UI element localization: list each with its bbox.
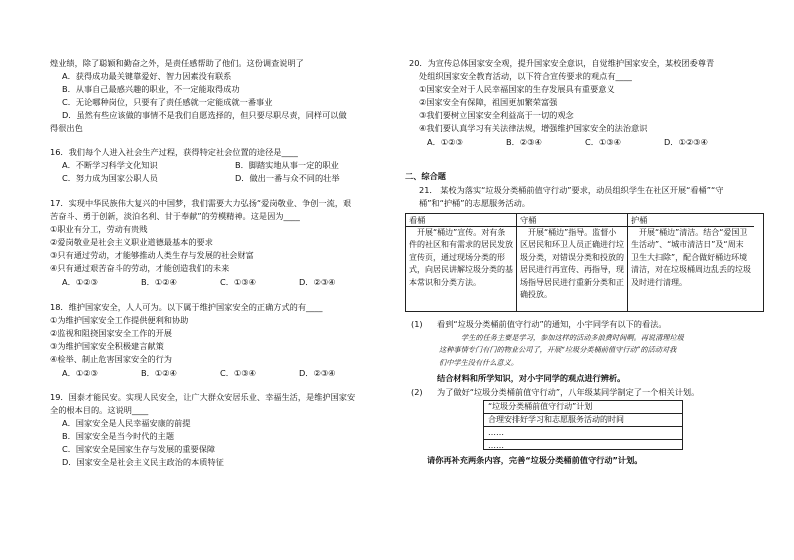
q20-item-1: ①国家安全对于人民幸福国家的生存发展具有重要意义 [419,84,615,94]
q17-option-c: C．①③④ [220,277,256,287]
q19-stem-1: 19．国泰才能民安。实现人民安全，让广大群众安居乐业、幸福生活，是维护国家安 [50,392,356,402]
q20-option-d: D．①②③④ [664,137,708,147]
q17-option-b: B．①②④ [141,277,177,287]
plan-item-3: …… [488,441,504,450]
q20-item-2: ②国家安全有保障，祖国更加繁荣富强 [419,97,558,107]
q16-stem: 16．我们每个人进入社会生产过程，获得特定社会位置的途径是____ [50,147,298,157]
table-head-watch: 看桶 [406,214,516,227]
q20-item-3: ③我们要树立国家安全利益高于一切的观念 [419,110,574,120]
part1-text: 看到“垃圾分类桶前值守行动”的通知，小宇同学有以下的看法。 [437,319,667,329]
q18-item-4: ④检举、制止危害国家安全的行为 [50,354,172,364]
q18-item-1: ①为维护国家安全工作提供便利和协助 [50,315,189,325]
q18-item-3: ③为维护国家安全积极建言献策 [50,341,164,351]
plan-title: “垃圾分类桶前值守行动”计划 [484,401,682,414]
part2-label: (2) [411,387,423,397]
q15-stem-tail: 煌业绩，除了聪颖和勤奋之外，是责任感帮助了他们。这份调查说明了 [50,58,304,68]
table-cell-guard: 开展“桶边”指导。监督小区居民和环卫人员正确进行垃圾分类，对错误分类和投放的居民进行再宣传、再指导，现场指导居民进行重新分类和正确投放。 [520,228,624,300]
plan-item-1: 合理安排好学习和志愿服务活动的时间 [484,414,682,427]
plan-item-2: …… [484,427,682,440]
table-cell-protect: 开展“桶边”清洁。结合“爱国卫生活动”、“城市清洁日”及“周末卫生大扫除”，配合做好桶边环境清洁，对在垃圾桶周边乱丢的垃圾及时进行清理。 [631,228,751,287]
table-column-watch [406,214,517,311]
q20-stem-1: 20．为宣传总体国家安全观，提升国家安全意识，自觉维护国家安全，某校团委尊青 [409,58,715,68]
q20-option-c: C．①③④ [585,137,621,147]
q18-option-d: D．②③④ [299,368,336,378]
activity-table [405,213,764,312]
q20-stem-2: 处组织国家安全教育活动，以下符合宣传要求的观点有____ [419,71,632,81]
table-column-guard [517,214,628,311]
q19-option-c: C．国家安全是国家生存与发展的重要保障 [62,444,216,454]
q18-option-a: A．①②③ [62,368,98,378]
q17-option-a: A．①②③ [62,277,98,287]
q15-option-c: C．无论哪种岗位，只要有了责任感就一定能成就一番事业 [62,97,273,107]
q18-option-b: B．①②④ [141,368,177,378]
q19-option-d: D．国家安全是社会主义民主政治的本质特征 [62,457,224,467]
q21-stem-2: 桶”和“护桶”的志愿服务活动。 [419,198,530,208]
q20-options [427,136,743,149]
part1-label: (1) [411,319,423,329]
student-view-1: 学生的任务主要是学习，参加这样的活动多浪费时间啊。再说清理垃圾 [461,333,684,342]
q20-option-b: B．②③④ [506,137,542,147]
q16-option-b: B．脚踏实地从事一定的职业 [235,160,339,170]
student-view-2: 这种事情专门有门的物业公司了，开展“垃圾分类桶前值守行动”的活动对我 [439,345,677,354]
table-cell-watch: 开展“桶边”宣传。对有条件的社区和有需求的居民发放宣传页，通过现场分类的形式，向居民讲解垃圾分类的基本常识和分类方法。 [409,228,513,287]
part2-task: 请你再补充两条内容，完善“垃圾分类桶前值守行动”计划。 [427,455,643,465]
q20-item-4: ④我们要认真学习有关法律法规，增强维护国家安全的法治意识 [419,123,648,133]
q19-option-a: A．国家安全是人民幸福安康的前提 [62,418,191,428]
q15-option-b: B．从事自己最感兴趣的职业，不一定能取得成功 [62,84,240,94]
part2-text: 为了做好“垃圾分类桶前值守行动”，八年级某同学制定了一个相关计划。 [437,387,700,397]
q18-option-c: C．①③④ [220,368,256,378]
table-head-guard: 守桶 [517,214,627,227]
table-head-protect: 护桶 [628,214,754,227]
section-title: 二、综合题 [405,171,446,181]
q20-option-a: A．①②③ [427,137,463,147]
q17-option-d: D．②③④ [299,277,336,287]
q19-stem-2: 全的根本目的。这说明____ [50,405,149,415]
q18-stem: 18．维护国家安全，人人可为。以下属于维护国家安全的正确方式的有____ [50,302,323,312]
q15-option-d: D．虽然有些应该做的事情不是我们自愿选择的，但只要尽职尽责，同样可以做 [62,110,347,120]
q21-stem-1: 21． 某校为落实“垃圾分类桶前值守行动”要求，动员组织学生在社区开展“看桶”“守 [419,185,724,195]
q18-options [62,367,378,380]
q17-item-2: ②爱岗敬业是社会主义职业道德最基本的要求 [50,237,213,247]
q16-option-a: A．不断学习科学文化知识 [62,160,158,170]
q15-option-a: A．获得成功最关键靠爱好、智力因素没有联系 [62,71,232,81]
plan-box [483,400,683,450]
q18-item-2: ②监视和阻挠国家安全工作的开展 [50,328,172,338]
q16-option-d: D．做出一番与众不同的壮举 [235,173,340,183]
part1-task: 结合材料和所学知识，对小宇同学的观点进行辨析。 [437,373,626,383]
table-column-protect [628,214,754,311]
q19-option-b: B．国家安全是当今时代的主题 [62,431,175,441]
q17-stem-1: 17．实现中华民族伟大复兴的中国梦，我们需要大力弘扬“爱岗敬业、争创一流，艰 [50,198,352,208]
q15-option-d-cont: 得很出色 [50,123,83,133]
q16-option-c: C．努力成为国家公职人员 [62,173,158,183]
q17-item-4: ④只有通过艰苦奋斗的劳动，才能创造我们的未来 [50,263,230,273]
student-view-3: 们中学生没有什么意义。 [439,358,519,367]
q17-item-1: ①职业有分工，劳动有贵贱 [50,224,148,234]
q17-item-3: ③只有通过劳动，才能够推动人类生存与发展的社会财富 [50,250,254,260]
q17-stem-2: 苦奋斗、勇于创新，淡泊名利、甘于奉献”的劳模精神。这是因为____ [50,211,300,221]
q17-options [62,276,378,289]
